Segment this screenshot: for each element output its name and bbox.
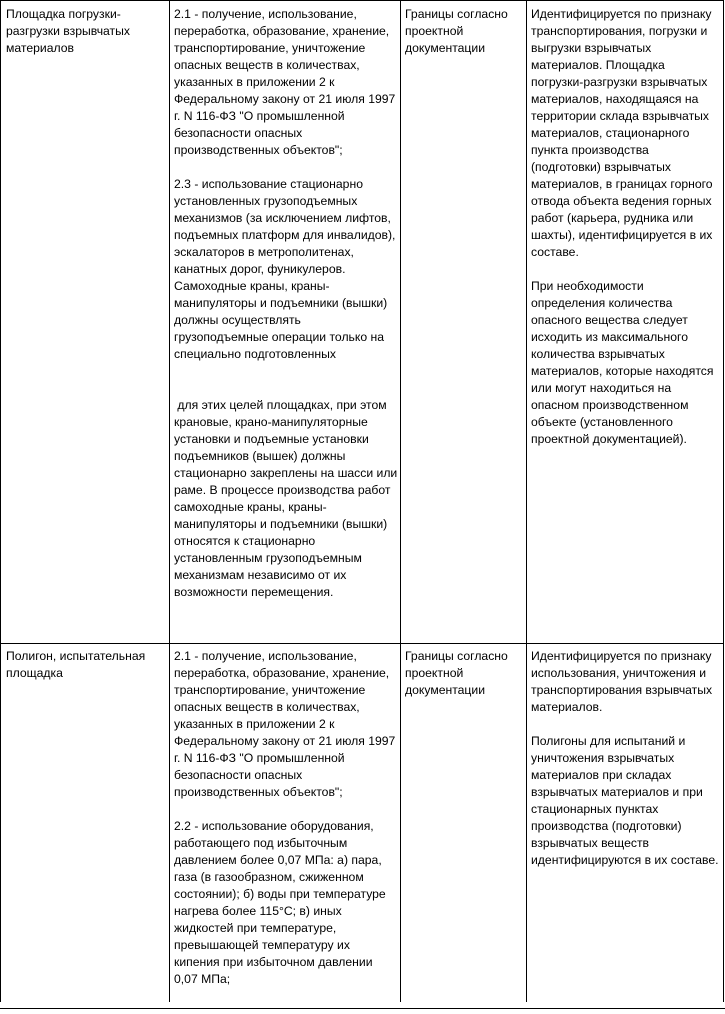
identification-paragraph: Идентифицируется по признаку транспортирования, погрузки и выгрузки взрывчатых материалов. Площадка погрузки-разгрузки взрывчатых материалов, находящаяся на территории склада взрывчатых материалов, стационарного пункта производства (подготовки) взрывчатых материалов, в границах горного отвода объекта ведения горных работ (карьера, рудника или шахты), идентифицируется в их составе. xyxy=(531,7,713,259)
identification-paragraph: При необходимости определения количества опасного вещества следует исходить из максимального количества взрывчатых материалов, которые находятся или могут находиться на опасном производственном объекте (установленного проектной документацией). xyxy=(531,279,714,446)
criteria-paragraph: 2.2 - использование оборудования, работающего под избыточным давлением более 0,07 МПа: а) пара, газа (в газообразном, сжиженном состоянии); б) воды при температуре нагрева более 115°С; в) иных жидкостей при температуре, превышающей температуру их кипения при избыточном давлении 0,07 МПа; xyxy=(174,819,386,986)
row-divider xyxy=(1,643,724,644)
table-border-right xyxy=(723,0,724,1002)
criteria-paragraph: 2.1 - получение, использование, переработка, образование, хранение, транспортирование, уничтожение опасных веществ в количествах, указанных в приложении 2 к Федеральному закону от 21 июля 1997 г. N 116-ФЗ "О промышленной безопасности опасных производственных объектов"; xyxy=(174,7,396,157)
table-row xyxy=(6,6,166,57)
identification-cell xyxy=(531,6,719,448)
table-row xyxy=(6,648,166,682)
column-divider xyxy=(526,0,527,1002)
identification-cell xyxy=(531,648,719,869)
page-bottom-rule xyxy=(0,1008,725,1009)
table-border-left xyxy=(0,0,1,1002)
table-border-top xyxy=(1,0,724,1)
identification-paragraph: Идентифицируется по признаку использования, уничтожения и транспортирования взрывчатых материалов. xyxy=(531,649,713,714)
boundaries-cell xyxy=(405,648,523,699)
boundaries-cell xyxy=(405,6,523,57)
object-name-cell: Площадка погрузки-разгрузки взрывчатых материалов xyxy=(6,7,130,55)
column-divider xyxy=(169,0,170,1002)
criteria-cell xyxy=(174,6,401,601)
criteria-paragraph: для этих целей площадках, при этом крановые, крано-манипуляторные установки и подъемные установки подъемников (вышек) должны стационарно закреплены на шасси или раме. В процессе производства работ самоходные краны, краны-манипуляторы и подъемники (вышки) относятся к стационарно установленным грузоподъемным механизмам независимо от их возможности перемещения. xyxy=(174,398,401,599)
identification-paragraph: Полигоны для испытаний и уничтожения взрывчатых материалов при складах взрывчатых материалов и при стационарных пунктах производства (подготовки) взрывчатых веществ идентифицируются в их составе. xyxy=(531,734,719,867)
criteria-paragraph: 2.3 - использование стационарно установленных грузоподъемных механизмов (за исключением лифтов, подъемных платформ для инвалидов), эскалаторов в метрополитенах, канатных дорог, фуникулеров. Самоходные краны, краны-манипуляторы и подъемники (вышки) должны осуществлять грузоподъемные операции только на специально подготовленных xyxy=(174,177,396,361)
object-name-cell: Полигон, испытательная площадка xyxy=(6,649,146,680)
criteria-cell xyxy=(174,648,398,988)
criteria-paragraph: 2.1 - получение, использование, переработка, образование, хранение, транспортирование, уничтожение опасных веществ в количествах, указанных в приложении 2 к Федеральному закону от 21 июля 1997 г. N 116-ФЗ "О промышленной безопасности опасных производственных объектов"; xyxy=(174,649,396,799)
boundaries-text: Границы согласно проектной документации xyxy=(405,7,508,55)
column-divider xyxy=(400,0,401,1002)
boundaries-text: Границы согласно проектной документации xyxy=(405,649,508,697)
